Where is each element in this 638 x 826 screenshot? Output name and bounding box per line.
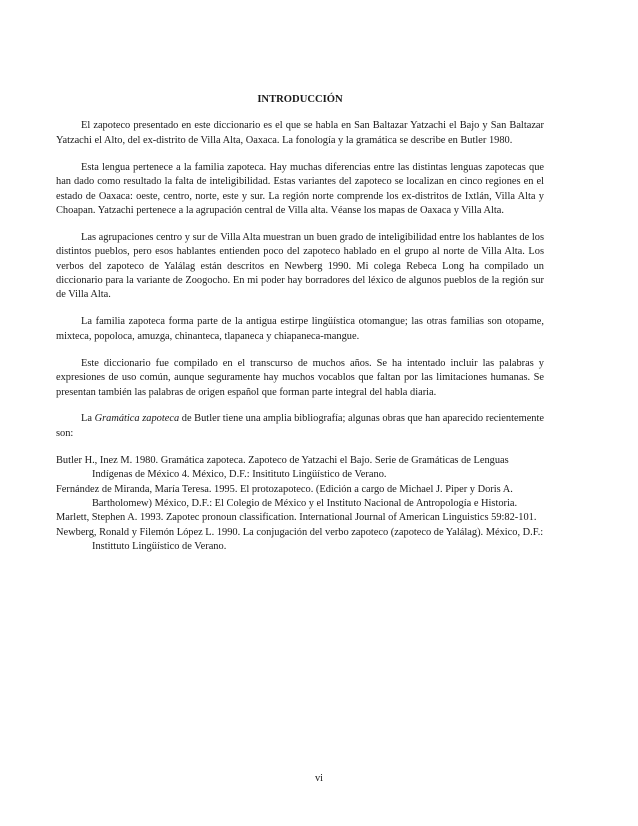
paragraph-6-suffix: de Butler tiene una amplia bibliografía; algunas obras que han aparecido recientemente son: xyxy=(56,413,544,439)
page-body xyxy=(56,93,544,555)
reference-item: Butler H., Inez M. 1980. Gramática zapoteca. Zapoteco de Yatzachi el Bajo. Serie de Gramáticas de Lenguas Indígenas de México 4. México, D.F.: Insitituto Lingüístico de Verano. xyxy=(56,454,509,481)
reference-item: Newberg, Ronald y Filemón López L. 1990. La conjugación del verbo zapoteco (zapoteco de Yalálag). México, D.F.: Instittuto Lingüístico de Verano. xyxy=(56,526,544,553)
paragraph-3: Las agrupaciones centro y sur de Villa Alta muestran un buen grado de inteligibilidad entre los hablantes de los distintos pueblos, pero esos hablantes entienden poco del zapoteco hablado en el grupo al norte de Villa Alta. Los verbos del zapoteco de Yalálag están descritos en Newberg 1990. Mi colega Rebeca Long ha compilado un diccionario para la variante de Zoogocho. En mi poder hay borradores del léxico de algunos pueblos de la región sur de Villa Alta. xyxy=(56,231,544,301)
reference-list xyxy=(56,454,544,555)
page-number: vi xyxy=(314,773,324,784)
paragraph-6-prefix: La xyxy=(81,413,95,425)
reference-item: Fernández de Miranda, María Teresa. 1995. El protozapoteco. (Edición a cargo de Michael J. Piper y Doris A. Bartholomew) México, D.F.: El Colegio de México y el Instituto Nacional de Antropología e Historia. xyxy=(56,483,518,509)
book-title-italic: Gramática zapoteca xyxy=(94,413,180,425)
page-title: INTRODUCCIÓN xyxy=(257,94,343,105)
paragraph-1: El zapoteco presentado en este diccionario es el que se habla en San Baltazar Yatzachi el Bajo y San Baltazar Yatzachi el Alto, del ex-distrito de Villa Alta, Oaxaca. La fonología y la gramática se describe en Butler 1980. xyxy=(56,120,544,146)
paragraph-5: Este diccionario fue compilado en el transcurso de muchos años. Se ha intentado incluir las palabras y expresiones de uso común, aunque seguramente hay muchos vocablos que faltan por las limitaciones humanas. Se presentan también las palabras de origen español que forman parte integral del habla diaria. xyxy=(56,357,544,398)
paragraph-4: La familia zapoteca forma parte de la antigua estirpe lingüística otomangue; las otras familias son otopame, mixteca, popoloca, amuzga, chinanteca, tlapaneca y chiapaneca-mangue. xyxy=(56,316,544,342)
reference-item: Marlett, Stephen A. 1993. Zapotec pronoun classification. International Journal of American Linguistics 59:82-101. xyxy=(56,512,537,524)
paragraph-2: Esta lengua pertenece a la familia zapoteca. Hay muchas diferencias entre las distintas lenguas zapotecas que han dado como resultado la falta de inteligibilidad. Estas variantes del zapoteco se localizan en cinco regiones en el estado de Oaxaca: oeste, centro, norte, este y sur. La región norte comprende los ex-distritos de Ixtlán, Villa Alta y Choapan. Yatzachi pertenece a la agrupación central de Villa alta. Véanse los mapas de Oaxaca y Villa Alta. xyxy=(56,161,544,216)
paragraph-6 xyxy=(56,412,544,441)
